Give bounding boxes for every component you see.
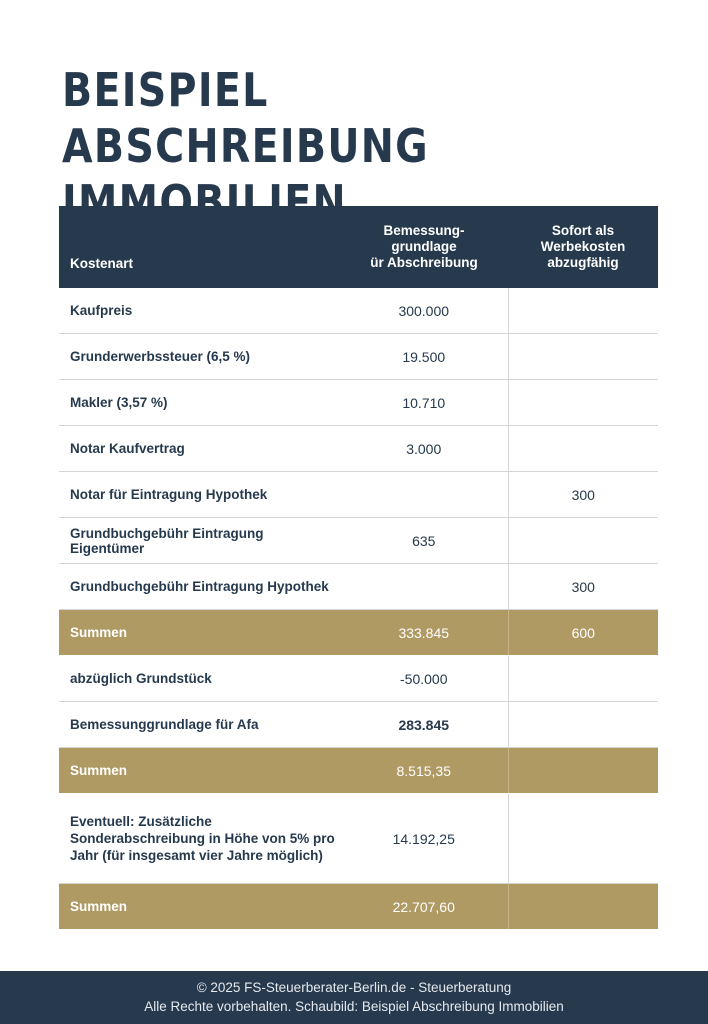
row-sofort-value: 300 — [508, 472, 658, 518]
table-row — [59, 472, 658, 518]
row-basis-value: 14.192,25 — [340, 794, 508, 884]
header-bemessungsgrundlage-line-1: Bemessung- — [383, 223, 465, 238]
row-label: Notar Kaufvertrag — [59, 426, 340, 472]
row-label-line-3: Jahr (für insgesamt vier Jahre möglich) — [70, 848, 323, 863]
footer-rights: Alle Rechte vorbehalten. Schaubild: Beispiel Abschreibung Immobilien — [144, 999, 564, 1014]
row-basis-value: 3.000 — [340, 426, 508, 472]
row-label: Grundbuchgebühr Eintragung Eigentümer — [59, 518, 340, 564]
page-title — [62, 62, 604, 230]
table-row — [59, 794, 658, 884]
sum-basis-value: 333.845 — [340, 610, 508, 656]
row-sofort-value — [508, 518, 658, 564]
row-sofort-value — [508, 380, 658, 426]
title-line-1: BEISPIEL ABSCHREIBUNG — [62, 63, 429, 173]
sum-sofort-value: 600 — [508, 610, 658, 656]
table-header-row — [59, 206, 658, 288]
header-sofort-line-2: Werbekosten — [540, 239, 626, 254]
header-kostenart: Kostenart — [70, 256, 134, 271]
footer-copyright: © 2025 FS-Steuerberater-Berlin.de - Steuerberatung — [196, 980, 512, 995]
row-label: Grundbuchgebühr Eintragung Hypothek — [59, 564, 340, 610]
table-row — [59, 518, 658, 564]
row-basis-value: 19.500 — [340, 334, 508, 380]
row-label-line-1: Eventuell: Zusätzliche — [70, 814, 212, 829]
row-sofort-value — [508, 288, 658, 334]
table-row — [59, 380, 658, 426]
sum-label: Summen — [59, 884, 340, 930]
table-row — [59, 702, 658, 748]
row-label: Bemessunggrundlage für Afa — [59, 702, 340, 748]
sum-label: Summen — [59, 748, 340, 794]
row-label: Kaufpreis — [59, 288, 340, 334]
row-label — [59, 794, 340, 884]
sum-sofort-value — [508, 884, 658, 930]
row-basis-value: 283.845 — [340, 702, 508, 748]
sum-row — [59, 748, 658, 794]
row-basis-value: 300.000 — [340, 288, 508, 334]
row-label-line-2: Sonderabschreibung in Höhe von 5% pro — [70, 831, 335, 846]
row-basis-value: -50.000 — [340, 656, 508, 702]
page-footer — [0, 971, 708, 1024]
row-label: Grunderwerbssteuer (6,5 %) — [59, 334, 340, 380]
row-basis-value: 635 — [340, 518, 508, 564]
sum-sofort-value — [508, 748, 658, 794]
row-label: abzüglich Grundstück — [59, 656, 340, 702]
row-basis-value: 10.710 — [340, 380, 508, 426]
row-label: Notar für Eintragung Hypothek — [59, 472, 340, 518]
table-row — [59, 564, 658, 610]
header-sofort-line-1: Sofort als — [551, 223, 615, 238]
row-sofort-value — [508, 334, 658, 380]
title-line-2: IMMOBILIEN — [62, 175, 347, 229]
header-bemessungsgrundlage-line-2: grundlage — [391, 239, 457, 254]
table-row — [59, 656, 658, 702]
row-sofort-value — [508, 426, 658, 472]
header-sofort-abzugfaehig — [508, 206, 658, 288]
table-row — [59, 288, 658, 334]
row-basis-value — [340, 472, 508, 518]
sum-basis-value: 22.707,60 — [340, 884, 508, 930]
header-bemessungsgrundlage-line-3: ür Abschreibung — [370, 255, 478, 270]
row-label: Makler (3,57 %) — [59, 380, 340, 426]
sum-basis-value: 8.515,35 — [340, 748, 508, 794]
depreciation-table — [59, 206, 658, 930]
sum-row — [59, 884, 658, 930]
row-sofort-value — [508, 702, 658, 748]
header-sofort-line-3: abzugfähig — [547, 255, 619, 270]
row-sofort-value — [508, 656, 658, 702]
row-sofort-value — [508, 794, 658, 884]
header-bemessungsgrundlage — [340, 206, 508, 288]
sum-label: Summen — [59, 610, 340, 656]
table-row — [59, 426, 658, 472]
row-basis-value — [340, 564, 508, 610]
row-sofort-value: 300 — [508, 564, 658, 610]
table-row — [59, 334, 658, 380]
sum-row — [59, 610, 658, 656]
